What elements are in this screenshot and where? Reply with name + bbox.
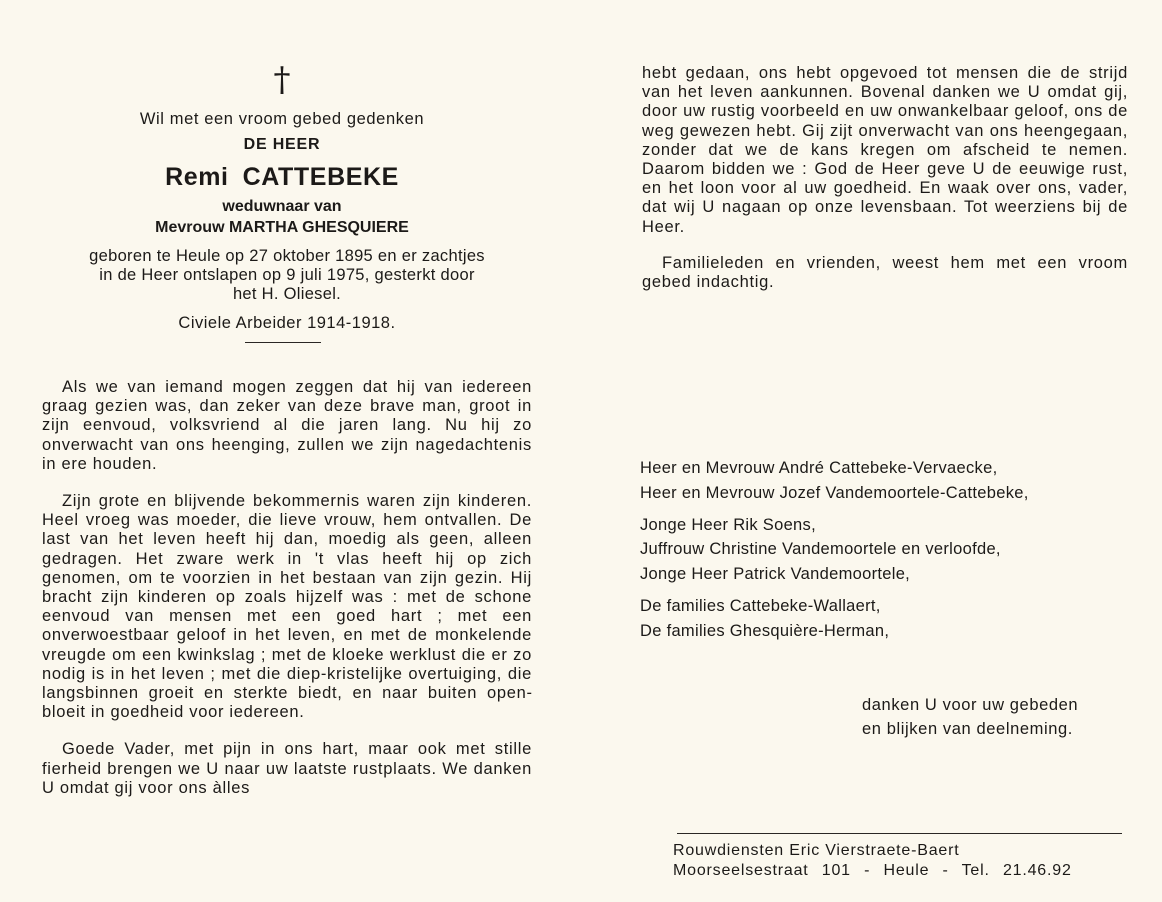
sacrament-line: het H. Oliesel. bbox=[232, 285, 342, 303]
first-name: Remi bbox=[165, 163, 229, 191]
funeral-home-footer bbox=[673, 841, 1072, 881]
family-line: Juffrouw Christine Vandemoortele en verloofde, bbox=[640, 540, 1001, 559]
intro-text: Wil met een vroom gebed gedenken bbox=[139, 110, 425, 128]
funeral-home-address: Moorseelsestraat 101 - Heule - Tel. 21.46.92 bbox=[673, 862, 1072, 879]
footer-divider bbox=[677, 833, 1122, 834]
thanks-line-1: danken U voor uw gebeden bbox=[862, 696, 1079, 714]
thanks-text bbox=[862, 693, 1078, 741]
spouse-name: MARTHA GHESQUIERE bbox=[228, 219, 409, 236]
family-line: Jonge Heer Patrick Vandemoortele, bbox=[640, 565, 911, 584]
left-column bbox=[42, 62, 532, 798]
right-column bbox=[642, 64, 1128, 292]
cross-icon: † bbox=[273, 60, 291, 100]
widower-label: weduwnaar van bbox=[222, 198, 342, 215]
deceased-name bbox=[32, 163, 532, 192]
thanks-line-2: en blijken van deelneming. bbox=[862, 720, 1073, 738]
family-line: Jonge Heer Rik Soens, bbox=[640, 515, 816, 534]
divider-rule bbox=[245, 342, 321, 343]
funeral-home-name: Rouwdiensten Eric Vierstraete-Baert bbox=[673, 842, 960, 859]
family-line: De families Ghesquière-Herman, bbox=[640, 621, 890, 640]
remembrance-request: Familieleden en vrienden, weest hem met een vroom gebed indachtig. bbox=[642, 253, 1128, 292]
family-list bbox=[640, 456, 1029, 644]
spouse-prefix: Mevrouw bbox=[155, 219, 225, 236]
family-line: De families Cattebeke-Wallaert, bbox=[640, 596, 881, 615]
last-name: CATTEBEKE bbox=[242, 163, 399, 191]
eulogy-right bbox=[642, 64, 1128, 292]
title-de-heer: DE HEER bbox=[243, 136, 321, 153]
eulogy-paragraph-1: Als we van iemand mogen zeggen dat hij van iedereen graag gezien was, dan zeker van deze brave man, groot in zijn eenvoud, volksvriend al die jaren lang. Nu hij zo onverwacht van ons heenging, zullen we zijn nagedachtenis in ere houden. bbox=[42, 378, 532, 473]
spouse-line bbox=[32, 219, 532, 237]
eulogy-left bbox=[42, 378, 532, 798]
eulogy-paragraph-3: Goede Vader, met pijn in ons hart, maar ook met stille fierheid brengen we U naar uw laatste rustplaats. We danken U omdat gij voor ons àlles bbox=[42, 740, 532, 797]
death-line: in de Heer ontslapen op 9 juli 1975, gesterkt door bbox=[99, 266, 475, 284]
birth-line: geboren te Heule op 27 oktober 1895 en er zachtjes bbox=[89, 247, 485, 265]
eulogy-paragraph-2: Zijn grote en blijvende bekommernis waren zijn kinderen. Heel vroeg was moeder, die lieve vrouw, hem ontvallen. De last van het leven heeft hij dan, moedig als geen, alleen gedragen. Het zware werk in 't vlas heeft hij op zich genomen, om te voorzien in het bestaan van zijn gezin. Hij bracht zijn kinderen op zoals hijzelf was : met de schone eenvoud van mensen met een goed hart ; met een onverwoestbaar geloof in het leven, en met de monkelende vreugde om een kwinkslag ; met de kloeke werklust die er zo nodig is in het leven ; met die diep-kristelijke overtuiging, die langsbinnen groeit en sterkte biedt, en naar buiten openbloeit in goedheid voor iedereen. bbox=[42, 492, 532, 722]
civil-worker-note: Civiele Arbeider 1914-1918. bbox=[178, 314, 396, 332]
eulogy-paragraph-4: hebt gedaan, ons hebt opgevoed tot mensen die de strijd van het leven aankunnen. Bovenal danken we U omdat gij, door uw rustig voorbeeld en uw onwankelbaar geloof, ons de weg gewezen hebt. Gij zijt onverwacht van ons heengegaan, zonder dat we de kans kregen om afscheid te nemen. Daarom bidden we : God de Heer geve U de eeuwige rust, en het loon voor al uw goedheid. En waak over ons, vader, dat wij U nagaan op onze levensbaan. Tot weerziens bij de Heer. bbox=[642, 64, 1128, 236]
family-line: Heer en Mevrouw André Cattebeke-Vervaecke, bbox=[640, 459, 998, 477]
birth-death-text bbox=[42, 247, 532, 304]
family-line: Heer en Mevrouw Jozef Vandemoortele-Cattebeke, bbox=[640, 483, 1029, 502]
